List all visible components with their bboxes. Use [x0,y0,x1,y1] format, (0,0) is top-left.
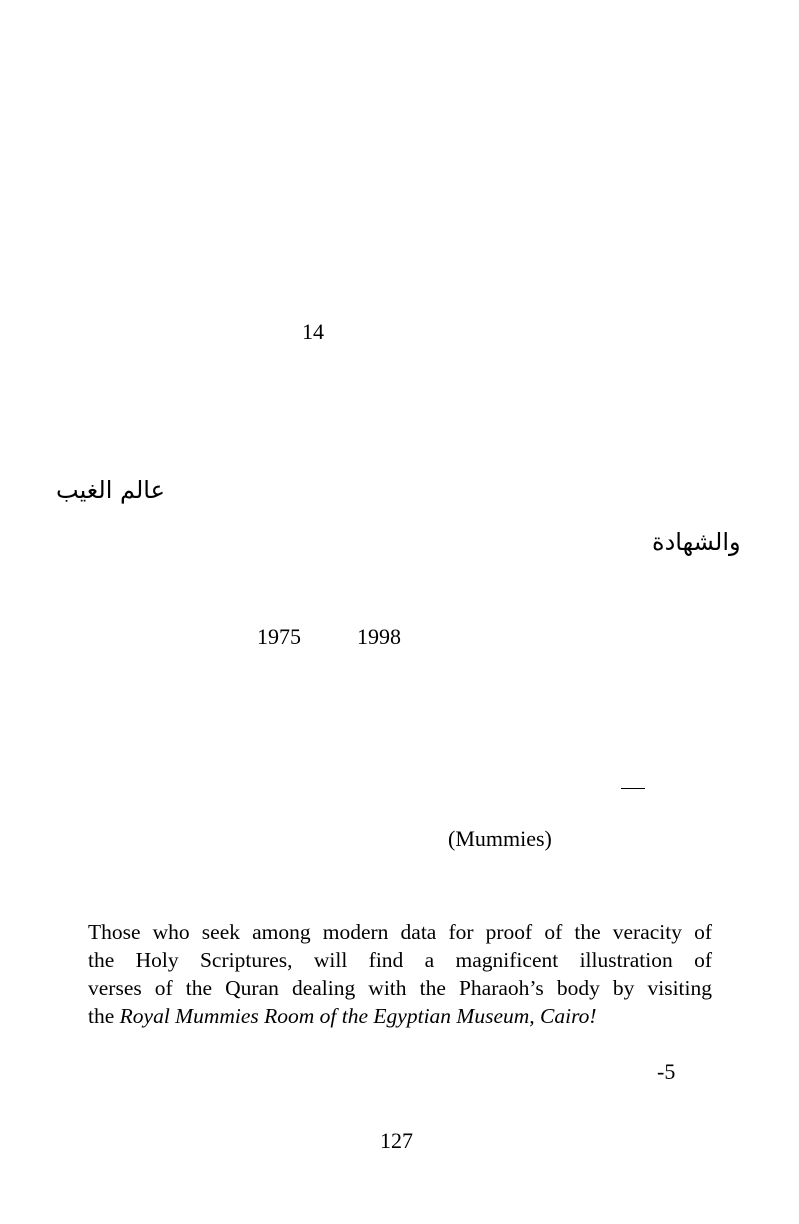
chapter-number: 14 [302,319,324,344]
arabic-phrase-unseen: عالم الغيب [56,476,165,504]
mummies-parenthetical: (Mummies) [448,826,552,851]
year-1975: 1975 [257,624,301,649]
english-quote-paragraph [88,918,712,1030]
quote-line-4 [88,1002,712,1030]
quote-line-2: the Holy Scriptures, will find a magnificent illustration of [88,948,712,972]
quote-line-4-prefix: the [88,1004,120,1028]
em-dash [621,788,645,789]
quote-line-3: verses of the Quran dealing with the Pharaoh’s body by visiting [88,976,712,1000]
arabic-phrase-witnessed: والشهادة [652,528,741,556]
page-number: 127 [380,1128,413,1153]
footnote-marker: -5 [657,1059,676,1084]
quote-italic-location: Royal Mummies Room of the Egyptian Museum, Cairo! [119,1004,597,1028]
quote-line-1: Those who seek among modern data for proof of the veracity of [88,920,712,944]
year-1998: 1998 [357,624,401,649]
